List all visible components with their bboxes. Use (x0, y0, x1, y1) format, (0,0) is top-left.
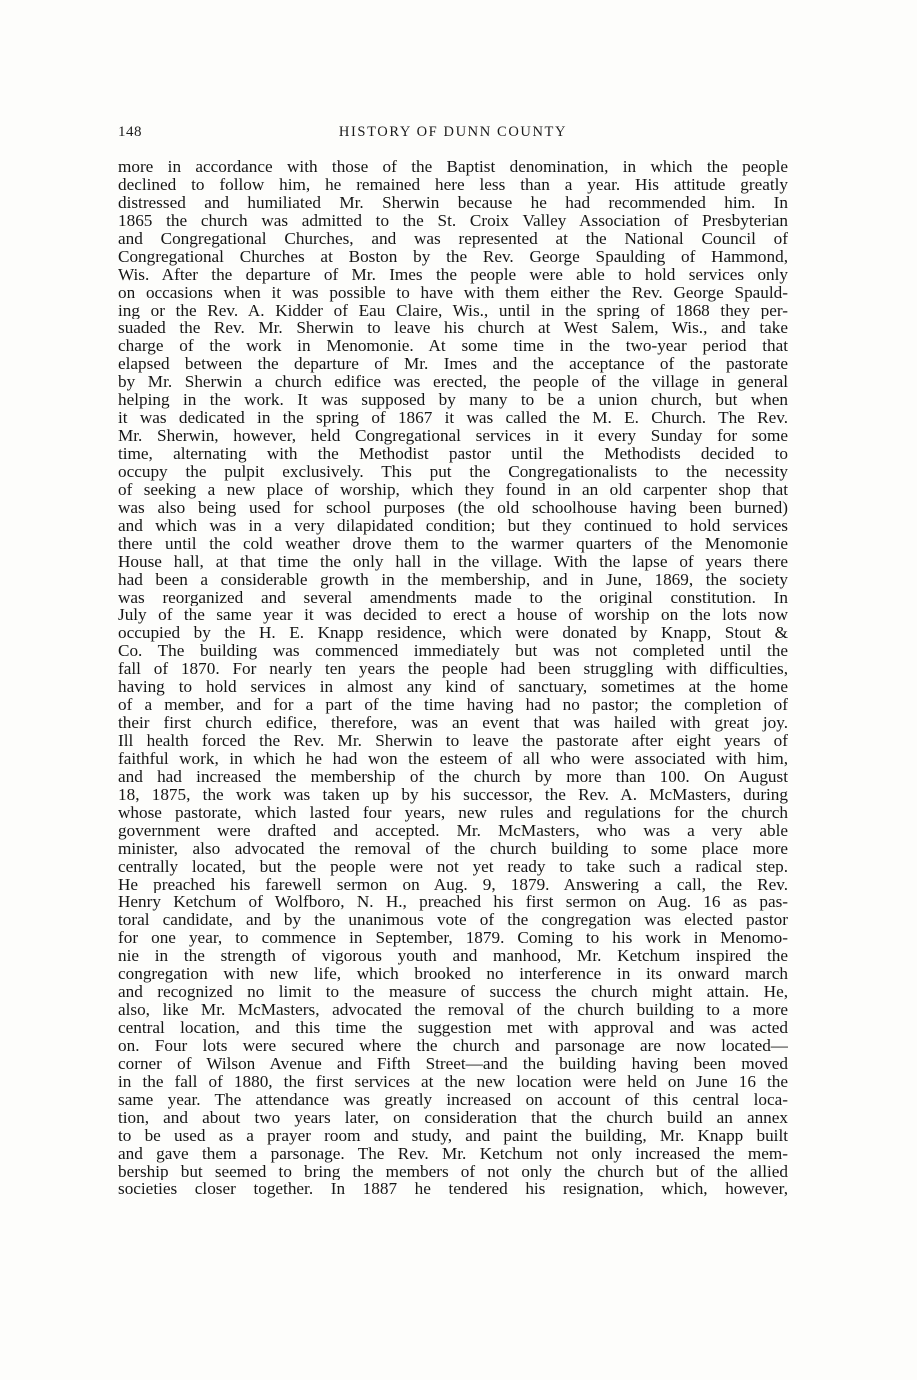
text-line: helping in the work. It was supposed by many to be a union church, but when (118, 391, 788, 410)
text-line: whose pastorate, which lasted four years, new rules and regulations for the church (118, 803, 788, 822)
text-line: Ill health forced the Rev. Mr. Sherwin to leave the pastorate after eight years of (118, 732, 788, 750)
text-line: on occasions when it was possible to have with them either the Rev. George Spauld- (118, 283, 788, 302)
text-line: and Congregational Churches, and was represented at the National Council of (118, 229, 788, 248)
text-line: He preached his farewell sermon on Aug. 9, 1879. Answering a call, the Rev. (118, 875, 788, 894)
text-line: House hall, at that time the only hall in the village. With the lapse of years there (118, 552, 788, 571)
text-line: was reorganized and several amendments made to the original constitution. In (118, 588, 788, 607)
text-line: congregation with new life, which brooked no interference in its onward march (118, 965, 788, 984)
text-line: toral candidate, and by the unanimous vote of the congregation was elected pastor (118, 911, 788, 930)
text-line: minister, also advocated the removal of the church building to some place more (118, 839, 788, 858)
text-line: distressed and humiliated Mr. Sherwin because he had recommended him. In (118, 193, 788, 212)
text-line: July of the same year it was decided to erect a house of worship on the lots now (118, 606, 788, 625)
text-line: time, alternating with the Methodist pastor until the Methodists decided to (118, 445, 788, 463)
text-line: occupy the pulpit exclusively. This put the Congregationalists to the necessity (118, 462, 788, 481)
text-line: more in accordance with those of the Baptist denomination, in which the people (118, 158, 788, 176)
text-line: in the fall of 1880, the first services at the new location were held on June 16 the (118, 1072, 788, 1091)
text-line: 1865 the church was admitted to the St. Croix Valley Association of Presbyterian (118, 211, 788, 230)
text-line: to be used as a prayer room and study, and paint the building, Mr. Knapp built (118, 1126, 788, 1145)
body-paragraph (118, 158, 788, 1198)
text-line: also, like Mr. McMasters, advocated the removal of the church building to a more (118, 1001, 788, 1019)
text-line: for one year, to commence in September, 1879. Coming to his work in Menomo- (118, 929, 788, 948)
text-line: Henry Ketchum of Wolfboro, N. H., preached his first sermon on Aug. 16 as pas- (118, 893, 788, 912)
page-number: 148 (118, 124, 142, 140)
text-line: their first church edifice, therefore, was an event that was hailed with great joy. (118, 714, 788, 732)
text-line: by Mr. Sherwin a church edifice was erected, the people of the village in general (118, 373, 788, 392)
text-line: faithful work, in which he had won the esteem of all who were associated with him, (118, 749, 788, 768)
text-line: had been a considerable growth in the membership, and in June, 1869, the society (118, 570, 788, 589)
text-line: Mr. Sherwin, however, held Congregational services in it every Sunday for some (118, 427, 788, 445)
text-line: ing or the Rev. A. Kidder of Eau Claire, Wis., until in the spring of 1868 they per- (118, 301, 788, 320)
text-line: elapsed between the departure of Mr. Imes and the acceptance of the pastorate (118, 355, 788, 374)
text-line: and which was in a very dilapidated condition; but they continued to hold services (118, 516, 788, 535)
text-line: centrally located, but the people were not yet ready to take such a radical step. (118, 857, 788, 876)
text-line: having to hold services in almost any kind of sanctuary, sometimes at the home (118, 678, 788, 697)
page-header (118, 124, 788, 144)
text-line: central location, and this time the suggestion met with approval and was acted (118, 1019, 788, 1037)
text-line: charge of the work in Menomonie. At some time in the two-year period that (118, 337, 788, 356)
text-line: and gave them a parsonage. The Rev. Mr. Ketchum not only increased the mem- (118, 1144, 788, 1163)
text-line: same year. The attendance was greatly increased on account of this central loca- (118, 1090, 788, 1109)
text-line: suaded the Rev. Mr. Sherwin to leave his church at West Salem, Wis., and take (118, 319, 788, 338)
text-line: 18, 1875, the work was taken up by his successor, the Rev. A. McMasters, during (118, 785, 788, 804)
text-line: societies closer together. In 1887 he tendered his resignation, which, however, (118, 1180, 788, 1199)
text-line: there until the cold weather drove them to the warmer quarters of the Menomonie (118, 534, 788, 553)
text-line: it was dedicated in the spring of 1867 it was called the M. E. Church. The Rev. (118, 409, 788, 428)
text-line: fall of 1870. For nearly ten years the people had been struggling with difficulties, (118, 660, 788, 679)
text-line: declined to follow him, he remained here less than a year. His attitude greatly (118, 175, 788, 194)
text-line: of seeking a new place of worship, which they found in an old carpenter shop that (118, 480, 788, 499)
text-line: occupied by the H. E. Knapp residence, which were donated by Knapp, Stout & (118, 624, 788, 643)
running-head: HISTORY OF DUNN COUNTY (338, 124, 568, 140)
text-line: Wis. After the departure of Mr. Imes the people were able to hold services only (118, 265, 788, 284)
text-line: of a member, and for a part of the time having had no pastor; the completion of (118, 696, 788, 715)
text-line: was also being used for school purposes (the old schoolhouse having been burned) (118, 498, 788, 517)
text-line: corner of Wilson Avenue and Fifth Street—and the building having been moved (118, 1054, 788, 1073)
text-line: and recognized no limit to the measure of success the church might attain. He, (118, 983, 788, 1002)
text-line: government were drafted and accepted. Mr. McMasters, who was a very able (118, 821, 788, 840)
text-line: bership but seemed to bring the members of not only the church but of the allied (118, 1162, 788, 1181)
text-line: Co. The building was commenced immediately but was not completed until the (118, 642, 788, 661)
text-line: on. Four lots were secured where the church and parsonage are now located— (118, 1036, 788, 1055)
text-line: Congregational Churches at Boston by the Rev. George Spaulding of Hammond, (118, 247, 788, 266)
text-line: and had increased the membership of the church by more than 100. On August (118, 767, 788, 786)
text-line: tion, and about two years later, on consideration that the church build an annex (118, 1108, 788, 1127)
text-line: nie in the strength of vigorous youth and manhood, Mr. Ketchum inspired the (118, 947, 788, 966)
